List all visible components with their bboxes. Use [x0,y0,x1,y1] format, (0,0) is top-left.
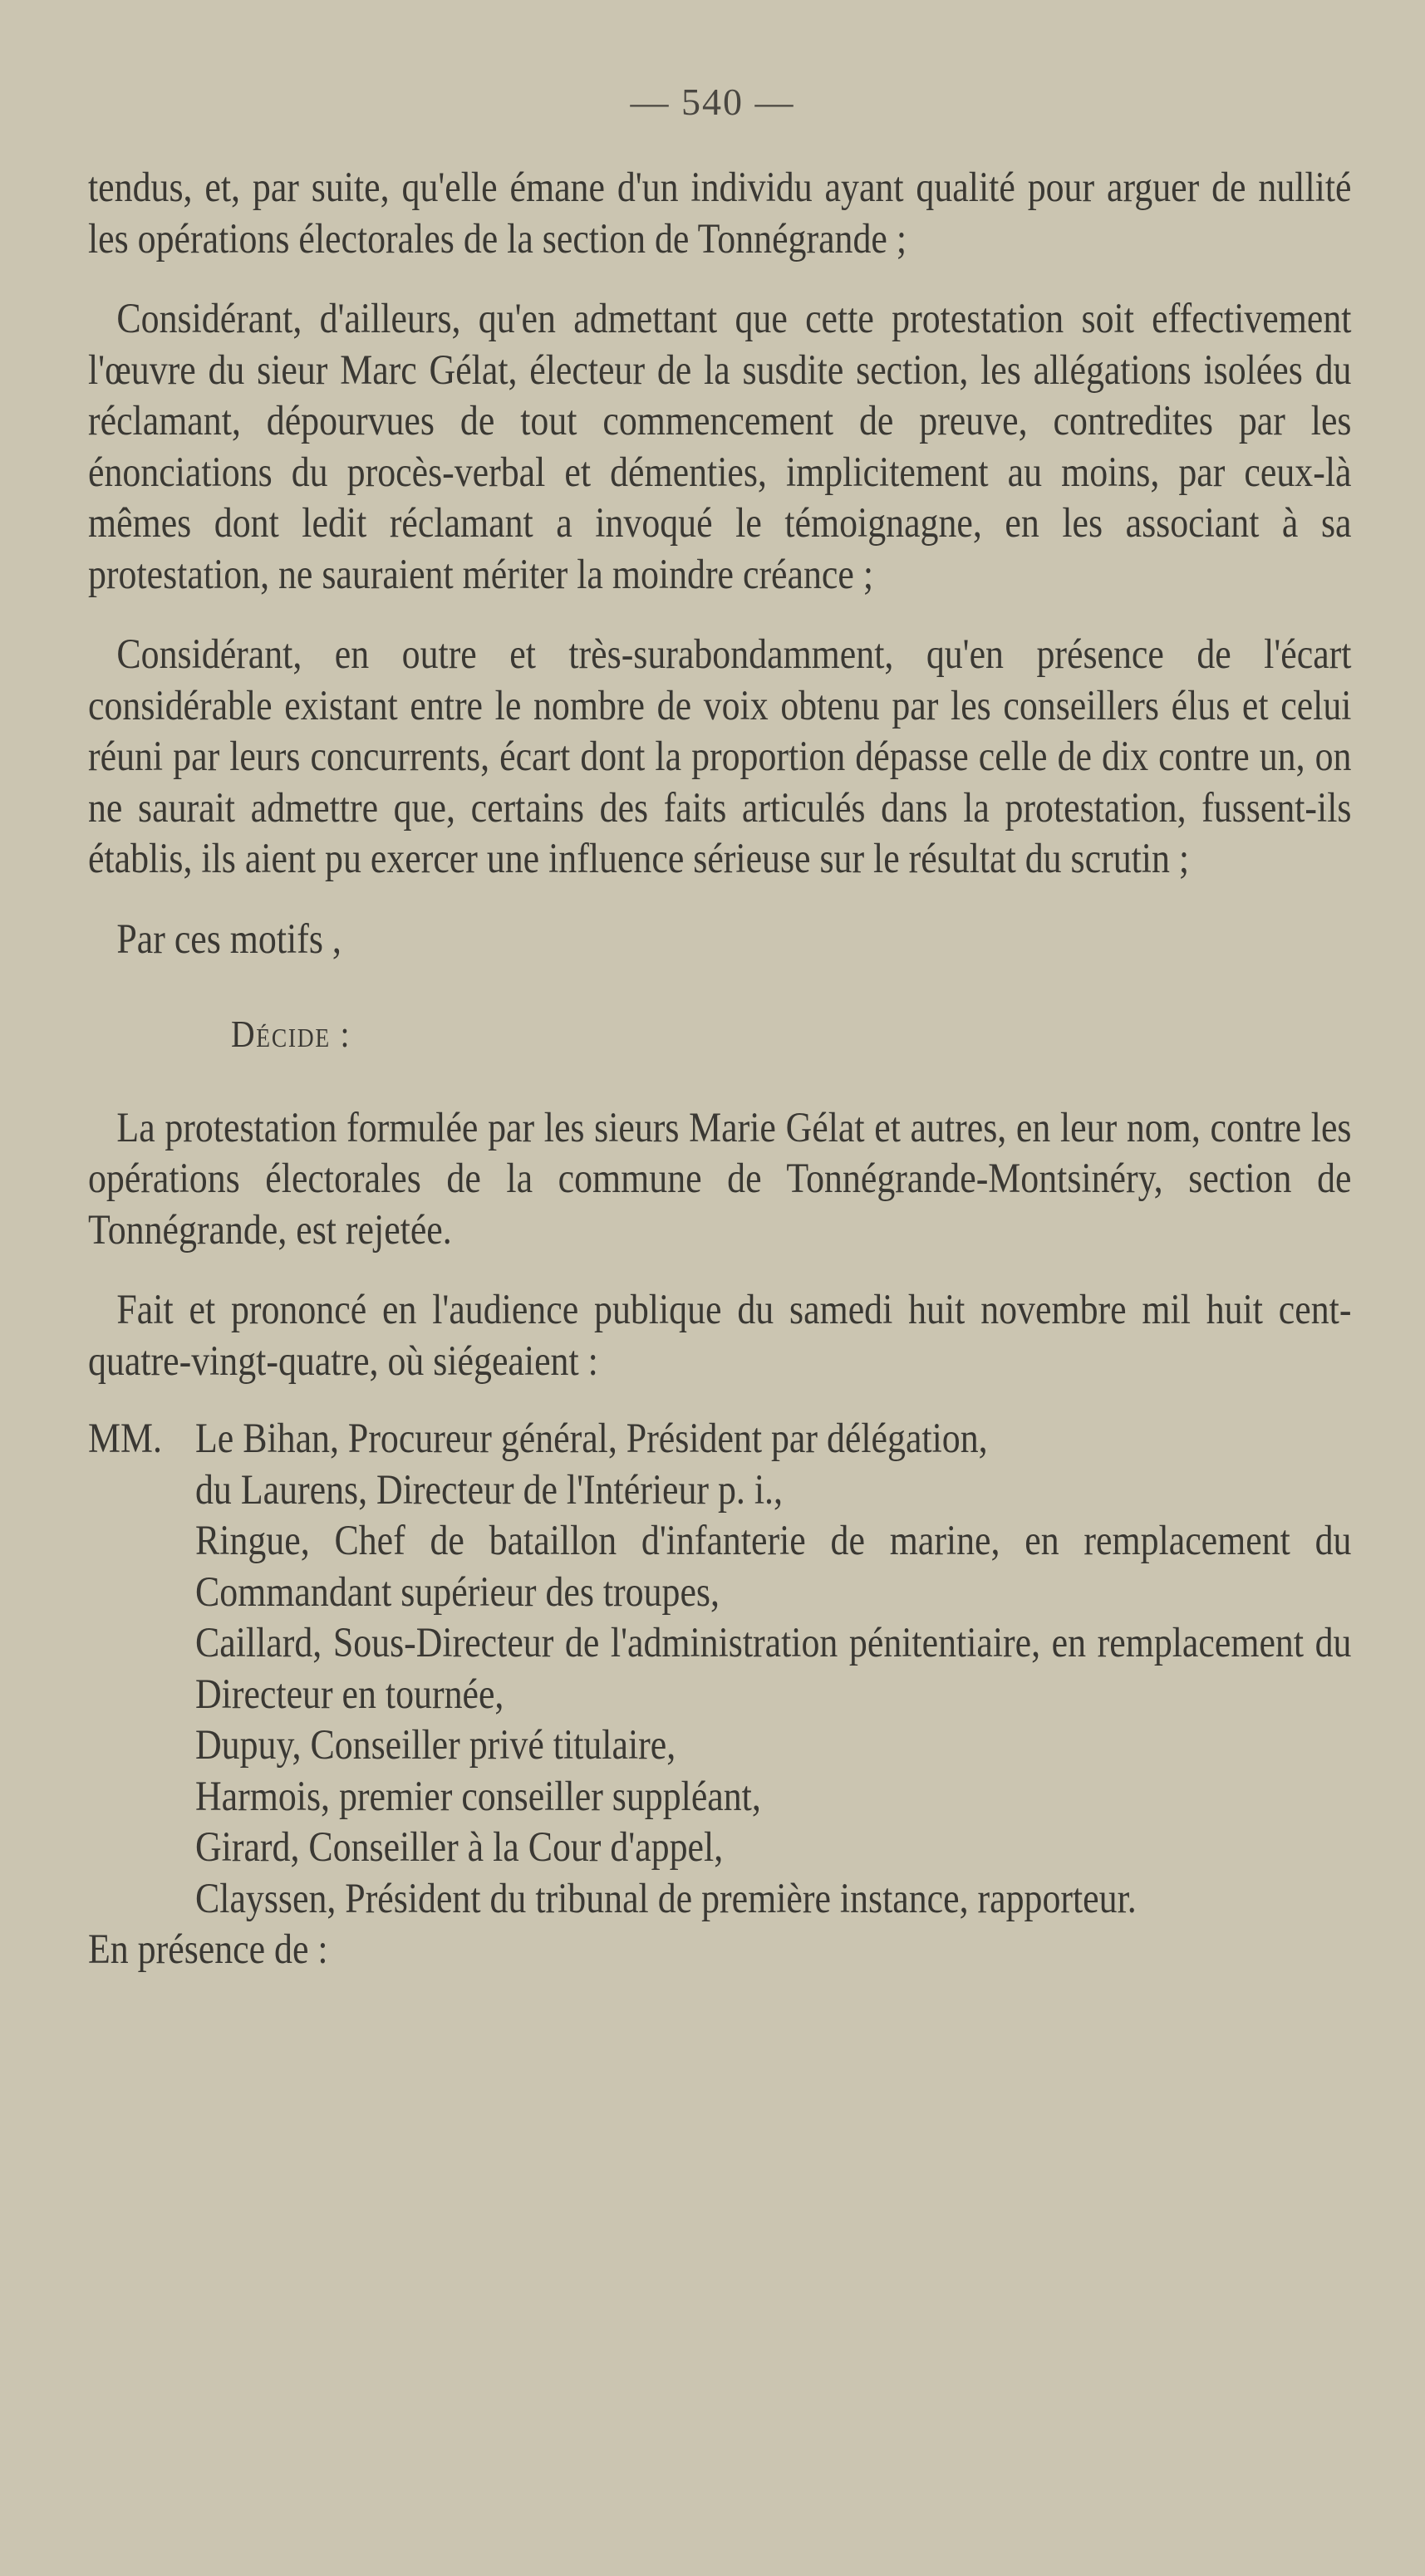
paragraph-motifs: Par ces motifs , [116,915,342,963]
paragraph-audience: Fait et prononcé en l'audience publique du samedi huit novembre mil huit cent-quatre-vingt-quatre, où siégeaient : [88,1287,1352,1385]
member-line: Dupuy, Conseiller privé titulaire, [195,1722,676,1769]
closing-line: En présence de : [88,1926,328,1973]
decide-heading: Décide : [231,1013,351,1055]
member-line: Ringue, Chef de bataillon d'infanterie de marine, en remplacement du Commandant supérieur des troupes, [195,1518,1352,1616]
member-line: Harmois, premier conseiller suppléant, [195,1773,761,1820]
document-body [88,163,1351,1976]
member-line: Clayssen, Président du tribunal de première instance, rapporteur. [195,1875,1137,1922]
paragraph-considerant-2: Considérant, en outre et très-surabondamment, qu'en présence de l'écart considérable existant entre le nombre de voix obtenu par les conseillers élus et celui réuni par leurs concurrents, écart dont la proportion dépasse celle de dix contre un, on ne saurait admettre que, certains des faits articulés dans la protestation, fussent-ils établis, ils aient pu exercer une influence sérieuse sur le résultat du scrutin ; [88,631,1352,882]
member-line: du Laurens, Directeur de l'Intérieur p. i., [195,1466,783,1514]
member-line [88,1414,1351,1465]
paragraph-decision: La protestation formulée par les sieurs Marie Gélat et autres, en leur nom, contre les opérations électorales de la commune de Tonnégrande-Montsinéry, section de Tonnégrande, est rejetée. [88,1104,1352,1254]
paragraph-considerant-1: Considérant, d'ailleurs, qu'en admettant que cette protestation soit effectivement l'œuvre du sieur Marc Gélat, électeur de la susdite section, les allégations isolées du réclamant, dépourvues de tout commencement de preuve, contredites par les énonciations du procès-verbal et démenties, implicitement au moins, par ceux-là mêmes dont ledit réclamant a invoqué le témoignagne, en les associant à sa protestation, ne sauraient mériter la moindre créance ; [88,296,1352,598]
member-line: Caillard, Sous-Directeur de l'administration pénitentiaire, en remplacement du Directeur en tournée, [195,1620,1352,1718]
paragraph-continuation: tendus, et, par suite, qu'elle émane d'un individu ayant qualité pour arguer de nullité les opérations électorales de la section de Tonnégrande ; [88,164,1352,263]
member-name: Le Bihan, Procureur général, Président par délégation, [195,1416,988,1462]
member-line: Girard, Conseiller à la Cour d'appel, [195,1824,724,1871]
page-number: — 540 — [630,81,795,123]
members-prefix: MM. [88,1416,162,1462]
